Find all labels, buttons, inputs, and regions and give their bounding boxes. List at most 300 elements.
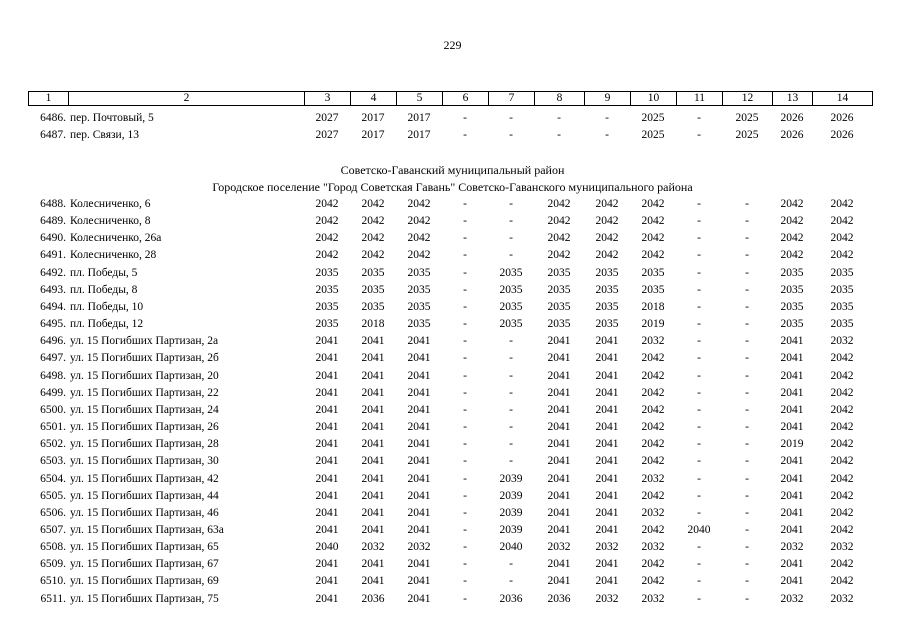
year-cell: 2041 (780, 352, 804, 365)
year-cell: - (745, 506, 749, 519)
year-cell: 2035 (499, 266, 523, 279)
year-cell: 2042 (780, 249, 804, 262)
year-cell: 2042 (641, 215, 665, 228)
year-cell: - (463, 335, 467, 348)
year-cell: 2041 (547, 455, 571, 468)
year-cell: - (745, 592, 749, 605)
year-cell: - (697, 300, 701, 313)
row-number: 6503. (40, 455, 66, 468)
year-cell: 2019 (780, 438, 804, 451)
row-number: 6505. (40, 489, 66, 502)
address-cell: ул. 15 Погибших Партизан, 2а (70, 335, 219, 348)
year-cell: - (697, 403, 701, 416)
year-cell: 2039 (499, 523, 523, 536)
address-cell: пер. Связи, 13 (70, 129, 139, 142)
year-cell: 2042 (830, 198, 854, 210)
year-cell: - (697, 455, 701, 468)
year-cell: 2042 (641, 403, 665, 416)
table-row (28, 419, 872, 436)
year-cell: - (697, 283, 701, 296)
year-cell: 2040 (315, 541, 339, 554)
year-cell: 2035 (407, 300, 431, 313)
year-cell: 2041 (780, 523, 804, 536)
year-cell: - (697, 215, 701, 228)
year-cell: 2042 (641, 232, 665, 245)
table-row (28, 316, 872, 333)
year-cell: - (697, 249, 701, 262)
table-row (28, 230, 872, 247)
year-cell: 2035 (547, 300, 571, 313)
year-cell: - (697, 575, 701, 588)
table-row (28, 453, 872, 470)
year-cell: 2041 (595, 438, 619, 451)
year-cell: - (745, 558, 749, 571)
year-cell: 2017 (407, 129, 431, 142)
year-cell: 2032 (641, 506, 665, 519)
row-number: 6486. (40, 112, 66, 124)
year-cell: 2035 (407, 266, 431, 279)
year-cell: 2035 (407, 318, 431, 331)
table-row (28, 436, 872, 453)
year-cell: - (745, 438, 749, 451)
table-row (28, 350, 872, 367)
year-cell: 2032 (641, 541, 665, 554)
row-number: 6492. (40, 266, 66, 279)
column-header-4: 4 (351, 92, 397, 106)
year-cell: 2035 (830, 300, 854, 313)
year-cell: 2036 (499, 592, 523, 605)
year-cell: 2041 (780, 558, 804, 571)
year-cell: 2035 (315, 283, 339, 296)
table-row (28, 385, 872, 402)
year-cell: - (697, 318, 701, 331)
column-header-8: 8 (535, 92, 585, 106)
year-cell: - (745, 232, 749, 245)
year-cell: 2027 (315, 129, 339, 142)
year-cell: 2035 (830, 266, 854, 279)
year-cell: 2041 (595, 489, 619, 502)
year-cell: 2035 (830, 318, 854, 331)
year-cell: 2041 (361, 421, 385, 434)
year-cell: 2035 (547, 266, 571, 279)
year-cell: - (697, 592, 701, 605)
year-cell: 2041 (407, 455, 431, 468)
year-cell: - (463, 232, 467, 245)
year-cell: 2035 (499, 318, 523, 331)
row-number: 6509. (40, 558, 66, 571)
year-cell: 2042 (547, 249, 571, 262)
year-cell: 2042 (641, 198, 665, 210)
year-cell: 2041 (547, 438, 571, 451)
table-row (28, 471, 872, 488)
address-cell: пл. Победы, 8 (70, 283, 138, 296)
year-cell: 2041 (547, 506, 571, 519)
year-cell: 2041 (361, 506, 385, 519)
year-cell: 2041 (407, 575, 431, 588)
year-cell: 2039 (499, 489, 523, 502)
year-cell: 2041 (361, 403, 385, 416)
year-cell: - (745, 283, 749, 296)
year-cell: 2035 (361, 300, 385, 313)
year-cell: 2041 (547, 523, 571, 536)
year-cell: - (745, 266, 749, 279)
year-cell: 2025 (641, 129, 665, 142)
year-cell: - (463, 386, 467, 399)
year-cell: 2017 (361, 112, 385, 124)
row-number: 6510. (40, 575, 66, 588)
year-cell: 2026 (780, 112, 804, 124)
year-cell: 2036 (361, 592, 385, 605)
year-cell: 2042 (830, 215, 854, 228)
year-cell: - (463, 249, 467, 262)
address-cell: ул. 15 Погибших Партизан, 65 (70, 541, 219, 554)
year-cell: - (509, 438, 513, 451)
year-cell: - (509, 232, 513, 245)
year-cell: 2041 (315, 421, 339, 434)
year-cell: - (463, 112, 467, 124)
year-cell: 2041 (361, 523, 385, 536)
year-cell: 2041 (780, 489, 804, 502)
year-cell: 2026 (830, 112, 854, 124)
year-cell: 2041 (595, 403, 619, 416)
year-cell: 2035 (407, 283, 431, 296)
year-cell: 2042 (830, 421, 854, 434)
year-cell: - (745, 403, 749, 416)
table-row (28, 573, 872, 590)
year-cell: - (463, 523, 467, 536)
year-cell: 2042 (830, 403, 854, 416)
year-cell: 2035 (641, 266, 665, 279)
table-row (28, 127, 872, 144)
year-cell: 2041 (595, 523, 619, 536)
year-cell: 2041 (547, 575, 571, 588)
year-cell: 2042 (407, 198, 431, 210)
year-cell: - (557, 129, 561, 142)
year-cell: - (463, 575, 467, 588)
year-cell: 2041 (315, 438, 339, 451)
table-row (28, 505, 872, 522)
year-cell: - (697, 438, 701, 451)
year-cell: 2041 (315, 369, 339, 382)
year-cell: 2041 (361, 489, 385, 502)
year-cell: - (509, 369, 513, 382)
column-header-1: 1 (29, 92, 69, 106)
year-cell: 2042 (641, 386, 665, 399)
year-cell: 2035 (595, 266, 619, 279)
row-number: 6494. (40, 300, 66, 313)
year-cell: - (745, 472, 749, 485)
year-cell: 2042 (361, 249, 385, 262)
address-cell: ул. 15 Погибших Партизан, 42 (70, 472, 219, 485)
year-cell: 2042 (361, 198, 385, 210)
table-row (28, 488, 872, 505)
address-cell: пл. Победы, 5 (70, 266, 138, 279)
year-cell: - (605, 129, 609, 142)
year-cell: 2025 (641, 112, 665, 124)
year-cell: 2042 (830, 558, 854, 571)
address-cell: Колесниченко, 8 (70, 215, 151, 228)
year-cell: 2032 (641, 472, 665, 485)
year-cell: 2026 (830, 129, 854, 142)
year-cell: 2042 (641, 421, 665, 434)
year-cell: 2035 (315, 300, 339, 313)
year-cell: 2041 (407, 403, 431, 416)
year-cell: 2041 (547, 352, 571, 365)
year-cell: - (745, 215, 749, 228)
year-cell: 2041 (407, 558, 431, 571)
year-cell: - (697, 198, 701, 210)
year-cell: 2041 (407, 489, 431, 502)
year-cell: 2017 (407, 112, 431, 124)
year-cell: 2041 (315, 386, 339, 399)
address-cell: пер. Почтовый, 5 (70, 112, 154, 124)
year-cell: - (509, 421, 513, 434)
year-cell: 2041 (595, 455, 619, 468)
year-cell: 2041 (315, 592, 339, 605)
column-header-14: 14 (813, 92, 873, 106)
year-cell: 2042 (641, 575, 665, 588)
address-cell: ул. 15 Погибших Партизан, 30 (70, 455, 219, 468)
row-number: 6511. (40, 592, 66, 605)
year-cell: 2042 (595, 232, 619, 245)
year-cell: 2035 (315, 266, 339, 279)
address-cell: ул. 15 Погибших Партизан, 63а (70, 523, 224, 536)
year-cell: 2032 (780, 541, 804, 554)
column-header-6: 6 (443, 92, 489, 106)
year-cell: 2042 (641, 558, 665, 571)
year-cell: - (463, 455, 467, 468)
year-cell: - (509, 558, 513, 571)
year-cell: - (509, 335, 513, 348)
year-cell: 2032 (595, 592, 619, 605)
column-header-7: 7 (489, 92, 535, 106)
year-cell: 2042 (830, 523, 854, 536)
year-cell: 2042 (830, 232, 854, 245)
year-cell: - (509, 129, 513, 142)
records-table (28, 196, 872, 608)
table-row (28, 247, 872, 264)
year-cell: 2042 (641, 489, 665, 502)
year-cell: 2042 (830, 369, 854, 382)
year-cell: 2041 (595, 352, 619, 365)
year-cell: - (745, 369, 749, 382)
year-cell: 2042 (547, 232, 571, 245)
year-cell: 2041 (547, 421, 571, 434)
year-cell: 2041 (595, 472, 619, 485)
year-cell: 2041 (361, 575, 385, 588)
year-cell: - (697, 558, 701, 571)
address-cell: ул. 15 Погибших Партизан, 20 (70, 369, 219, 382)
year-cell: - (463, 438, 467, 451)
year-cell: - (745, 541, 749, 554)
address-cell: ул. 15 Погибших Партизан, 22 (70, 386, 219, 399)
year-cell: 2041 (315, 455, 339, 468)
year-cell: 2041 (595, 335, 619, 348)
year-cell: 2041 (361, 455, 385, 468)
year-cell: 2041 (315, 352, 339, 365)
year-cell: 2041 (315, 506, 339, 519)
year-cell: 2042 (830, 489, 854, 502)
year-cell: 2035 (780, 283, 804, 296)
year-cell: 2032 (641, 592, 665, 605)
year-cell: 2032 (641, 335, 665, 348)
year-cell: - (463, 129, 467, 142)
year-cell: 2035 (361, 283, 385, 296)
year-cell: - (745, 198, 749, 210)
year-cell: 2041 (407, 592, 431, 605)
address-cell: пл. Победы, 10 (70, 300, 144, 313)
year-cell: 2042 (547, 215, 571, 228)
year-cell: 2042 (641, 352, 665, 365)
year-cell: - (509, 112, 513, 124)
year-cell: 2041 (595, 506, 619, 519)
year-cell: - (463, 283, 467, 296)
year-cell: 2018 (641, 300, 665, 313)
year-cell: 2042 (595, 249, 619, 262)
year-cell: 2041 (407, 438, 431, 451)
year-cell: 2041 (780, 335, 804, 348)
year-cell: 2041 (780, 369, 804, 382)
table-row (28, 368, 872, 385)
year-cell: - (463, 198, 467, 210)
year-cell: 2042 (547, 198, 571, 210)
column-header-2: 2 (69, 92, 305, 106)
year-cell: 2040 (499, 541, 523, 554)
year-cell: 2032 (830, 592, 854, 605)
year-cell: 2018 (361, 318, 385, 331)
year-cell: - (745, 455, 749, 468)
address-cell: ул. 15 Погибших Партизан, 44 (70, 489, 219, 502)
year-cell: 2041 (595, 558, 619, 571)
year-cell: 2041 (407, 335, 431, 348)
year-cell: - (697, 489, 701, 502)
table-row (28, 196, 872, 213)
year-cell: - (605, 112, 609, 124)
year-cell: 2042 (315, 232, 339, 245)
row-number: 6507. (40, 523, 66, 536)
year-cell: 2041 (407, 352, 431, 365)
table-row (28, 539, 872, 556)
district-heading: Советско-Гаванский муниципальный район (340, 163, 565, 177)
year-cell: - (745, 300, 749, 313)
year-cell: 2032 (595, 541, 619, 554)
year-cell: - (697, 472, 701, 485)
year-cell: 2041 (361, 558, 385, 571)
year-cell: - (745, 249, 749, 262)
year-cell: - (463, 352, 467, 365)
year-cell: 2041 (361, 472, 385, 485)
year-cell: - (509, 352, 513, 365)
year-cell: - (697, 266, 701, 279)
row-number: 6487. (40, 129, 66, 142)
table-row (28, 591, 872, 608)
year-cell: - (463, 300, 467, 313)
year-cell: 2041 (361, 352, 385, 365)
year-cell: - (697, 129, 701, 142)
year-cell: 2035 (595, 283, 619, 296)
year-cell: 2041 (780, 455, 804, 468)
row-number: 6488. (40, 198, 66, 210)
year-cell: 2041 (780, 575, 804, 588)
year-cell: 2027 (315, 112, 339, 124)
year-cell: 2032 (830, 335, 854, 348)
year-cell: 2035 (641, 283, 665, 296)
year-cell: 2042 (407, 249, 431, 262)
year-cell: - (697, 421, 701, 434)
year-cell: 2042 (830, 249, 854, 262)
year-cell: - (697, 541, 701, 554)
row-number: 6490. (40, 232, 66, 245)
address-cell: Колесниченко, 26а (70, 232, 162, 245)
column-header-9: 9 (585, 92, 631, 106)
year-cell: 2041 (547, 558, 571, 571)
year-cell: 2042 (830, 386, 854, 399)
year-cell: 2035 (780, 318, 804, 331)
year-cell: 2032 (830, 541, 854, 554)
year-cell: - (463, 215, 467, 228)
year-cell: 2035 (315, 318, 339, 331)
year-cell: 2042 (361, 232, 385, 245)
records-table-top (28, 110, 872, 144)
year-cell: 2035 (547, 283, 571, 296)
year-cell: - (463, 558, 467, 571)
address-cell: Колесниченко, 28 (70, 249, 157, 262)
year-cell: 2041 (315, 523, 339, 536)
year-cell: - (463, 541, 467, 554)
column-header-11: 11 (677, 92, 723, 106)
year-cell: 2041 (315, 403, 339, 416)
address-cell: ул. 15 Погибших Партизан, 75 (70, 592, 219, 605)
year-cell: 2041 (407, 472, 431, 485)
year-cell: 2041 (547, 335, 571, 348)
year-cell: - (509, 575, 513, 588)
year-cell: 2041 (407, 506, 431, 519)
row-number: 6500. (40, 403, 66, 416)
year-cell: 2041 (595, 386, 619, 399)
year-cell: 2039 (499, 506, 523, 519)
year-cell: 2040 (687, 523, 711, 536)
year-cell: 2032 (780, 592, 804, 605)
row-number: 6504. (40, 472, 66, 485)
year-cell: 2032 (361, 541, 385, 554)
year-cell: - (745, 489, 749, 502)
year-cell: 2041 (547, 489, 571, 502)
year-cell: 2042 (641, 369, 665, 382)
year-cell: - (697, 369, 701, 382)
address-cell: пл. Победы, 12 (70, 318, 144, 331)
year-cell: 2039 (499, 472, 523, 485)
year-cell: 2035 (830, 283, 854, 296)
year-cell: 2042 (830, 438, 854, 451)
year-cell: 2041 (361, 369, 385, 382)
table-row (28, 213, 872, 230)
year-cell: 2042 (830, 352, 854, 365)
year-cell: 2042 (641, 249, 665, 262)
year-cell: - (745, 335, 749, 348)
table-row (28, 402, 872, 419)
year-cell: 2041 (315, 472, 339, 485)
year-cell: 2041 (361, 438, 385, 451)
year-cell: - (745, 352, 749, 365)
year-cell: - (509, 249, 513, 262)
address-cell: ул. 15 Погибших Партизан, 69 (70, 575, 219, 588)
year-cell: - (745, 421, 749, 434)
year-cell: - (509, 198, 513, 210)
year-cell: - (463, 318, 467, 331)
address-cell: ул. 15 Погибших Партизан, 24 (70, 403, 219, 416)
year-cell: 2035 (499, 283, 523, 296)
row-number: 6491. (40, 249, 66, 262)
